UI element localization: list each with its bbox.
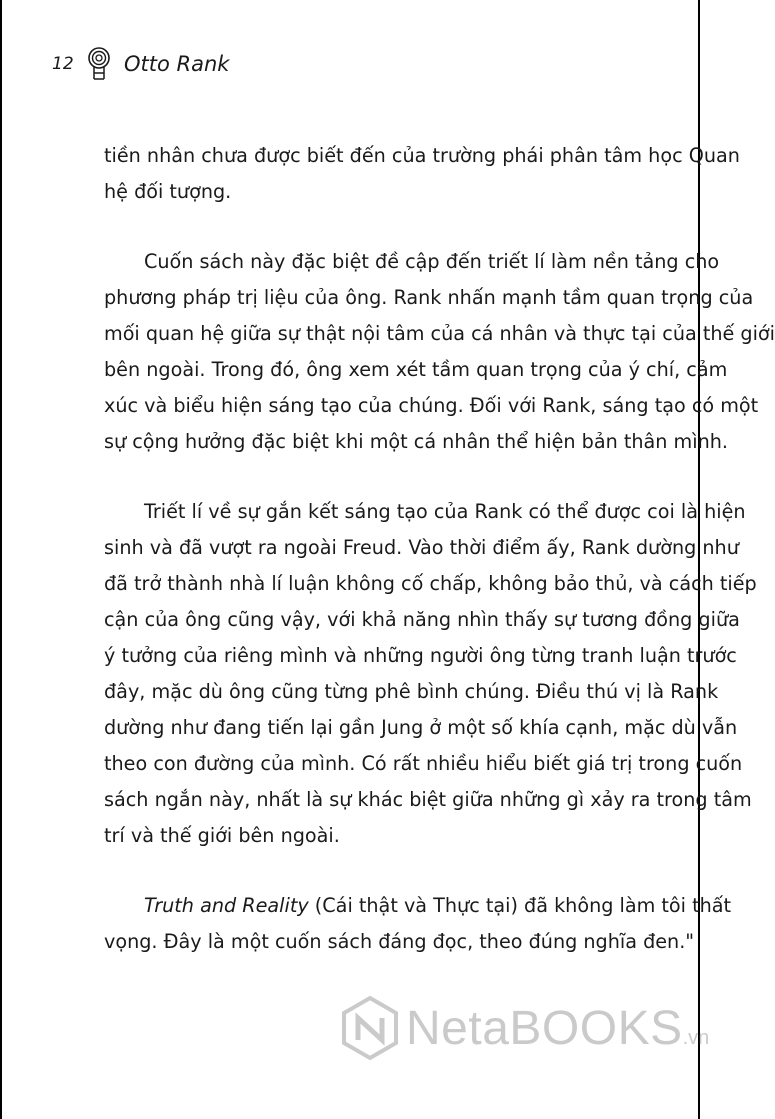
text-line: xúc và biểu hiện sáng tạo của chúng. Đối với Rank, sáng tạo có một [104,394,759,417]
watermark-text: NetaBOOKS [406,1001,683,1055]
watermark-suffix: .vn [682,1027,710,1049]
text-line: sinh và đã vượt ra ngoài Freud. Vào thời điểm ấy, Rank dường như [104,536,739,559]
text-line: cận của ông cũng vậy, với khả năng nhìn thấy sự tương đồng giữa [104,608,740,631]
spiral-head-logo-icon [86,46,112,82]
page-number: 12 [52,54,74,74]
running-header [52,44,229,84]
text-line-rest: (Cái thật và Thực tại) đã không làm tôi thất [308,894,732,917]
text-line: Cuốn sách này đặc biệt đề cập đến triết lí làm nền tảng cho [144,250,720,273]
text-line: bên ngoài. Trong đó, ông xem xét tầm quan trọng của ý chí, cảm [104,358,728,381]
paragraph-3 [104,494,757,854]
text-line [104,888,732,924]
text-line: vọng. Đây là một cuốn sách đáng đọc, theo đúng nghĩa đen." [104,930,695,953]
paragraph-4 [104,888,732,960]
text-line: tiền nhân chưa được biết đến của trường phái phân tâm học Quan [104,144,740,167]
running-header-author: Otto Rank [124,52,230,76]
book-title-italic: Truth and Reality [144,894,309,917]
text-line: hệ đối tượng. [104,180,232,203]
text-line: ý tưởng của riêng mình và những người ông từng tranh luận trước [104,644,737,667]
text-line: phương pháp trị liệu của ông. Rank nhấn mạnh tầm quan trọng của [104,286,754,309]
text-line: đây, mặc dù ông cũng từng phê bình chúng. Điều thú vị là Rank [104,680,719,703]
text-line: đã trở thành nhà lí luận không cố chấp, không bảo thủ, và cách tiếp [104,572,757,595]
text-line: Triết lí về sự gắn kết sáng tạo của Rank có thể được coi là hiện [144,500,746,523]
paragraph-1 [104,138,740,210]
paragraph-2 [104,244,775,460]
netabooks-logo-icon [340,996,400,1060]
watermark [340,996,709,1060]
text-line: mối quan hệ giữa sự thật nội tâm của cá nhân và thực tại của thế giới [104,322,775,345]
text-line: dường như đang tiến lại gần Jung ở một số khía cạnh, mặc dù vẫn [104,716,738,739]
text-line: sách ngắn này, nhất là sự khác biệt giữa những gì xảy ra trong tâm [104,788,752,811]
text-line: trí và thế giới bên ngoài. [104,824,340,847]
text-line: sự cộng hưởng đặc biệt khi một cá nhân thể hiện bản thân mình. [104,430,728,453]
body-text [104,138,775,994]
text-line: theo con đường của mình. Có rất nhiều hiểu biết giá trị trong cuốn [104,752,743,775]
